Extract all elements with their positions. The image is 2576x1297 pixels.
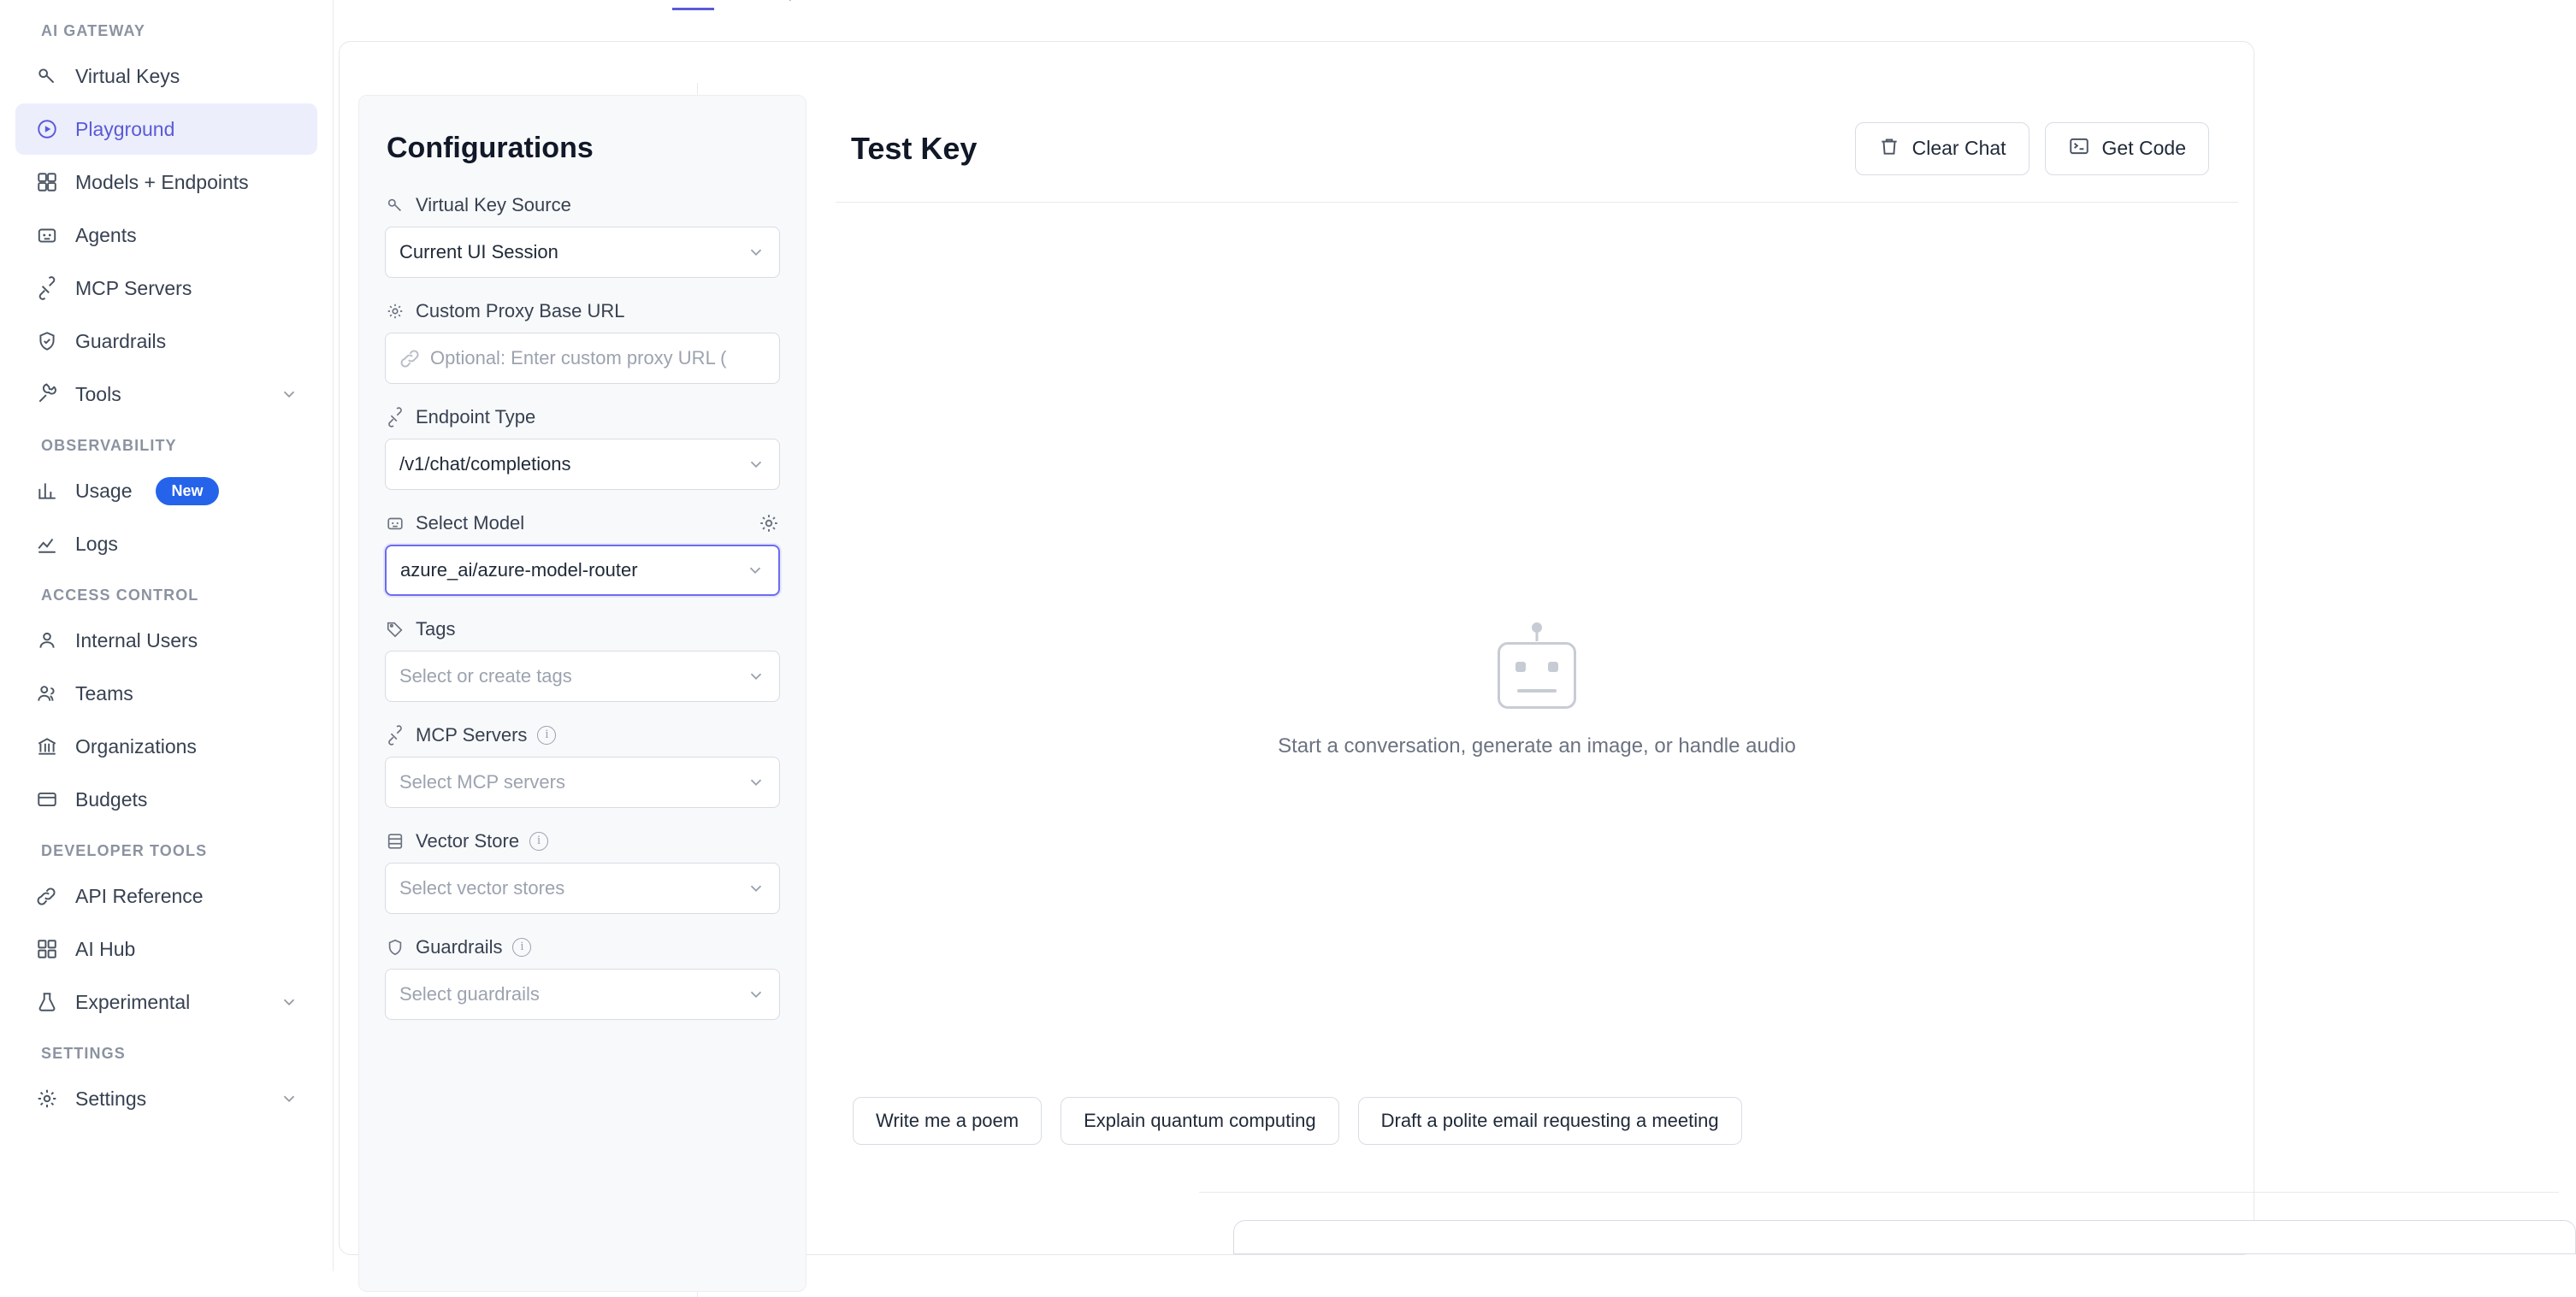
robot-eye-left <box>1515 662 1526 672</box>
database-icon <box>385 831 405 852</box>
field-label-text: Endpoint Type <box>416 406 536 427</box>
field-virtual-key-source <box>385 194 780 278</box>
chevron-down-icon <box>747 243 765 262</box>
sidebar-item-organizations[interactable] <box>15 721 317 772</box>
sidebar-item-label: Agents <box>75 223 137 246</box>
input-placeholder: Optional: Enter custom proxy URL ( <box>430 347 727 368</box>
field-label-text: Tags <box>416 618 456 640</box>
input-placeholder: Select or create tags <box>399 665 572 687</box>
terminal-icon <box>2068 135 2090 162</box>
main-area <box>334 0 2275 1271</box>
button-label: Clear Chat <box>1911 137 2006 159</box>
robot-icon <box>34 222 60 248</box>
key-icon <box>385 195 405 215</box>
plug-icon <box>385 407 405 427</box>
flask-icon <box>34 989 60 1015</box>
field-label-text: Virtual Key Source <box>416 194 571 215</box>
sidebar-item-ai-hub[interactable] <box>15 923 317 975</box>
tab-chat[interactable] <box>672 0 714 10</box>
chevron-down-icon <box>280 1089 298 1108</box>
sidebar-item-teams[interactable] <box>15 668 317 719</box>
sidebar-item-label: MCP Servers <box>75 276 192 299</box>
sidebar-item-label: Experimental <box>75 990 191 1013</box>
selected-value: Current UI Session <box>399 241 558 262</box>
field-label-text: Select Model <box>416 512 525 534</box>
sidebar-item-label: Teams <box>75 681 133 705</box>
robot-icon <box>385 513 405 534</box>
sidebar-item-agents[interactable] <box>15 209 317 261</box>
endpoint-type-select[interactable] <box>385 439 780 490</box>
gear-icon <box>34 1086 60 1111</box>
field-select-model <box>385 512 780 596</box>
get-code-button[interactable] <box>2045 122 2209 175</box>
button-label: Get Code <box>2101 137 2186 159</box>
robot-mouth <box>1517 689 1557 693</box>
sidebar-item-label: Budgets <box>75 787 148 811</box>
robot-eye-right <box>1548 662 1558 672</box>
playground-card <box>339 41 2254 1255</box>
sidebar-item-label: Guardrails <box>75 329 167 352</box>
field-label-row <box>385 194 780 216</box>
clear-chat-button[interactable] <box>1855 122 2029 175</box>
chevron-down-icon <box>747 985 765 1004</box>
field-vector-store <box>385 830 780 914</box>
sidebar-item-label: Settings <box>75 1087 147 1110</box>
sidebar-item-settings[interactable] <box>15 1073 317 1124</box>
sidebar-item-label: Tools <box>75 382 121 405</box>
plug-icon <box>385 725 405 746</box>
info-icon[interactable]: i <box>537 726 556 745</box>
info-icon[interactable]: i <box>512 938 531 957</box>
selected-value: azure_ai/azure-model-router <box>400 559 638 581</box>
sidebar-item-experimental[interactable] <box>15 976 317 1028</box>
field-label-row <box>385 512 780 534</box>
sidebar-item-mcp-servers[interactable] <box>15 262 317 314</box>
input-placeholder: Select guardrails <box>399 983 540 1005</box>
play-circle-icon <box>34 116 60 142</box>
sidebar-item-virtual-keys[interactable] <box>15 50 317 102</box>
info-icon[interactable]: i <box>529 832 548 851</box>
sidebar-item-label: Playground <box>75 117 175 140</box>
robot-icon <box>1498 642 1576 709</box>
field-label-row <box>385 300 780 322</box>
sidebar-item-label: Internal Users <box>75 628 198 651</box>
tab-bar <box>334 0 825 10</box>
trash-icon <box>1878 135 1900 162</box>
shield-icon <box>34 328 60 354</box>
gear-icon <box>385 301 405 321</box>
model-settings-gear-icon[interactable] <box>758 512 780 539</box>
chat-empty-state <box>836 204 2238 1196</box>
chat-header <box>836 95 2238 203</box>
sidebar <box>0 0 334 1271</box>
chevron-down-icon <box>747 667 765 686</box>
vector-store-select[interactable] <box>385 863 780 914</box>
suggestion-chip[interactable]: Explain quantum computing <box>1061 1097 1339 1145</box>
tag-icon <box>385 619 405 640</box>
sidebar-item-models-endpoints[interactable] <box>15 156 317 208</box>
credit-card-icon <box>34 787 60 812</box>
sidebar-item-internal-users[interactable] <box>15 615 317 666</box>
input-placeholder: Select MCP servers <box>399 771 565 793</box>
sidebar-item-label: API Reference <box>75 884 204 907</box>
field-guardrails <box>385 936 780 1020</box>
field-label-row <box>385 936 780 958</box>
select-model-dropdown[interactable] <box>385 545 780 596</box>
field-label-row <box>385 830 780 852</box>
key-icon <box>34 63 60 89</box>
chevron-down-icon <box>746 561 765 580</box>
sidebar-section-ai-gateway: AI GATEWAY <box>41 22 146 39</box>
selected-value: /v1/chat/completions <box>399 453 571 475</box>
field-label-text: Vector Store <box>416 830 520 852</box>
status-badge-new: New <box>156 477 218 505</box>
bar-chart-icon <box>34 478 60 504</box>
suggestion-chip[interactable]: Draft a polite email requesting a meeting <box>1358 1097 1742 1145</box>
sidebar-item-tools[interactable] <box>15 368 317 420</box>
sidebar-section-developer-tools: DEVELOPER TOOLS <box>41 842 208 859</box>
chat-title: Test Key <box>851 130 978 166</box>
tool-icon <box>34 381 60 407</box>
sidebar-section-observability: OBSERVABILITY <box>41 437 177 454</box>
sidebar-item-budgets[interactable] <box>15 774 317 825</box>
input-placeholder: Select vector stores <box>399 877 565 899</box>
field-tags <box>385 618 780 702</box>
suggestion-chip[interactable]: Write me a poem <box>853 1097 1042 1145</box>
field-label-text: Guardrails <box>416 936 503 958</box>
chevron-down-icon <box>747 455 765 474</box>
field-label-text: Custom Proxy Base URL <box>416 300 625 321</box>
empty-state-text: Start a conversation, generate an image, or handle audio <box>1278 734 1796 758</box>
virtual-key-source-select[interactable] <box>385 227 780 278</box>
chevron-down-icon <box>280 993 298 1011</box>
sidebar-item-label: Usage <box>75 479 133 502</box>
apps-icon <box>34 936 60 962</box>
sidebar-item-label: Logs <box>75 532 118 555</box>
mcp-servers-select[interactable] <box>385 757 780 808</box>
sidebar-item-label: Organizations <box>75 734 197 758</box>
field-endpoint-type <box>385 406 780 490</box>
link-icon <box>34 883 60 909</box>
shield-icon <box>385 937 405 958</box>
suggestion-chips <box>853 1097 1742 1145</box>
tab-compare[interactable] <box>748 0 825 10</box>
line-chart-icon <box>34 531 60 557</box>
link-icon <box>399 347 422 369</box>
configurations-panel <box>358 95 806 1292</box>
field-custom-proxy-base-url <box>385 300 780 384</box>
field-label-row <box>385 406 780 428</box>
chat-header-actions <box>1855 122 2209 175</box>
users-icon <box>34 681 60 706</box>
sidebar-item-label: AI Hub <box>75 937 136 960</box>
user-icon <box>34 628 60 653</box>
sidebar-item-logs[interactable] <box>15 518 317 569</box>
field-label-row <box>385 618 780 640</box>
chevron-down-icon <box>747 879 765 898</box>
sidebar-item-label: Virtual Keys <box>75 64 180 87</box>
chevron-down-icon <box>280 385 298 404</box>
sidebar-section-settings: SETTINGS <box>41 1045 126 1062</box>
sidebar-item-label: Models + Endpoints <box>75 170 249 193</box>
field-mcp-servers <box>385 724 780 808</box>
sidebar-item-playground[interactable] <box>15 103 317 155</box>
guardrails-select[interactable] <box>385 969 780 1020</box>
message-composer[interactable] <box>1233 1220 2576 1254</box>
field-label-text: MCP Servers <box>416 724 528 746</box>
sidebar-section-access-control: ACCESS CONTROL <box>41 587 199 604</box>
custom-proxy-base-url-input[interactable] <box>385 333 780 384</box>
field-label-row <box>385 724 780 746</box>
plug-icon <box>34 275 60 301</box>
sidebar-item-api-reference[interactable] <box>15 870 317 922</box>
grid-icon <box>34 169 60 195</box>
tags-select[interactable] <box>385 651 780 702</box>
page-title: Configurations <box>387 132 594 164</box>
sidebar-item-usage[interactable] <box>15 465 317 516</box>
chevron-down-icon <box>747 773 765 792</box>
bank-icon <box>34 734 60 759</box>
sidebar-item-guardrails[interactable] <box>15 315 317 367</box>
